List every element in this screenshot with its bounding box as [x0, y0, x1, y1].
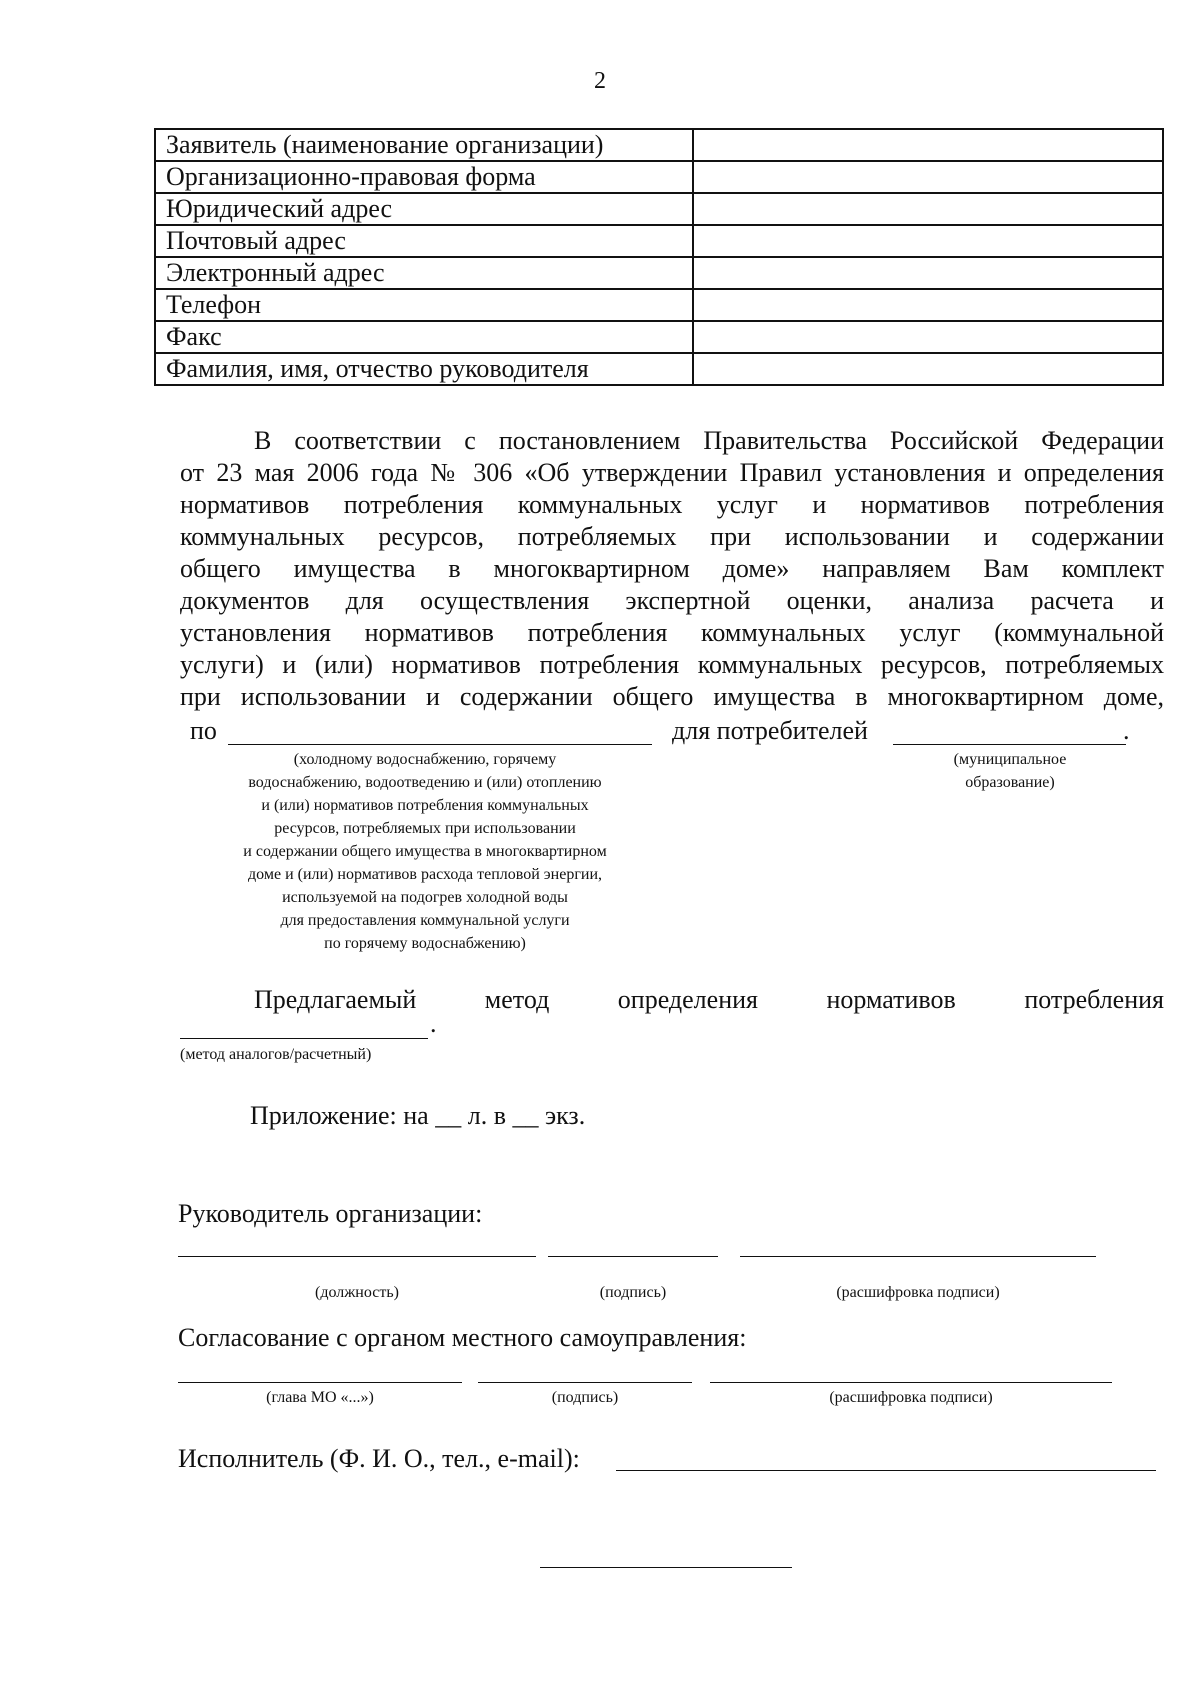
head-signature-title: Руководитель организации:	[178, 1199, 483, 1228]
position-caption: (должность)	[315, 1284, 399, 1301]
field-value	[693, 353, 1163, 385]
signature-decoding-caption: (расшифровка подписи)	[836, 1284, 1000, 1301]
field-value	[693, 321, 1163, 353]
field-label: Почтовый адрес	[155, 225, 693, 257]
executor-fill-line[interactable]	[616, 1442, 1156, 1471]
hint-line: водоснабжению, водоотведению и (или) отоплению	[248, 774, 602, 791]
page-number: 2	[594, 68, 606, 94]
hint-line: образование)	[965, 774, 1055, 791]
field-value	[693, 225, 1163, 257]
paragraph-line: нормативов потребления коммунальных услуг и нормативов потребления	[180, 490, 1164, 519]
field-label: Факс	[155, 321, 693, 353]
field-label: Фамилия, имя, отчество руководителя	[155, 353, 693, 385]
hint-line: по горячему водоснабжению)	[324, 935, 526, 952]
method-hint: (метод аналогов/расчетный)	[180, 1046, 372, 1063]
applicant-info-table	[154, 128, 1164, 386]
table-row	[155, 257, 1163, 289]
mo-head-line[interactable]	[178, 1381, 462, 1383]
table-row	[155, 225, 1163, 257]
field-value	[693, 129, 1163, 161]
approval-signature-line[interactable]	[478, 1381, 692, 1383]
municipality-hint	[900, 748, 1120, 794]
hint-line: ресурсов, потребляемых при использовании	[274, 820, 576, 837]
hint-line: для предоставления коммунальной услуги	[280, 912, 570, 929]
method-paragraph	[180, 984, 1164, 1016]
body-paragraph	[180, 425, 1164, 713]
approval-signature-title: Согласование с органом местного самоуправления:	[178, 1323, 747, 1352]
approval-decoding-line[interactable]	[710, 1381, 1112, 1383]
closing-divider	[540, 1567, 792, 1568]
paragraph-line: установления нормативов потребления коммунальных услуг (коммунальной	[180, 618, 1164, 647]
hint-line: (холодному водоснабжению, горячему	[293, 751, 557, 768]
signature-line[interactable]	[548, 1255, 718, 1257]
paragraph-line: документов для осуществления экспертной оценки, анализа расчета и	[180, 586, 1164, 615]
mo-head-caption: (глава МО «...»)	[266, 1389, 374, 1406]
approval-signature-caption: (подпись)	[551, 1389, 619, 1406]
attachment-line: Приложение: на __ л. в __ экз.	[250, 1101, 586, 1130]
paragraph-line: от 23 мая 2006 года № 306 «Об утверждении Правил установления и определения	[180, 458, 1164, 487]
table-row	[155, 353, 1163, 385]
method-text: Предлагаемый метод определения нормативов потребления	[254, 985, 1164, 1014]
table-row	[155, 289, 1163, 321]
position-line[interactable]	[178, 1255, 536, 1257]
table-row	[155, 193, 1163, 225]
table-row	[155, 129, 1163, 161]
field-value	[693, 161, 1163, 193]
method-end-mark: .	[430, 1009, 437, 1038]
consumers-label: для потребителей	[672, 716, 868, 745]
field-value	[693, 257, 1163, 289]
table-row	[155, 321, 1163, 353]
method-fill-line[interactable]	[180, 1016, 428, 1039]
field-label: Организационно-правовая форма	[155, 161, 693, 193]
signature-decoding-line[interactable]	[740, 1255, 1096, 1257]
field-label: Электронный адрес	[155, 257, 693, 289]
signature-caption: (подпись)	[599, 1284, 667, 1301]
hint-line: и содержании общего имущества в многоквартирном	[243, 843, 607, 860]
fill-end-mark: .	[1123, 716, 1130, 745]
paragraph-line: при использовании и содержании общего имущества в многоквартирном доме,	[180, 682, 1164, 711]
service-hint	[190, 748, 660, 955]
paragraph-line: услуги) и (или) нормативов потребления коммунальных ресурсов, потребляемых	[180, 650, 1164, 679]
field-label: Юридический адрес	[155, 193, 693, 225]
field-label: Телефон	[155, 289, 693, 321]
paragraph-line: В соответствии с постановлением Правительства Российской Федерации	[254, 426, 1164, 455]
field-label: Заявитель (наименование организации)	[155, 129, 693, 161]
executor-label: Исполнитель (Ф. И. О., тел., e-mail):	[178, 1444, 580, 1473]
hint-line: доме и (или) нормативов расхода тепловой энергии,	[248, 866, 602, 883]
municipality-fill-line[interactable]	[893, 716, 1126, 745]
field-value	[693, 289, 1163, 321]
approval-decoding-caption: (расшифровка подписи)	[829, 1389, 993, 1406]
service-fill-line[interactable]	[228, 716, 652, 745]
table-row	[155, 161, 1163, 193]
field-value	[693, 193, 1163, 225]
paragraph-line: общего имущества в многоквартирном доме» направляем Вам комплект	[180, 554, 1164, 583]
hint-line: (муниципальное	[953, 751, 1067, 768]
fill-prefix: по	[190, 716, 217, 745]
hint-line: и (или) нормативов потребления коммунальных	[261, 797, 589, 814]
paragraph-line: коммунальных ресурсов, потребляемых при использовании и содержании	[180, 522, 1164, 551]
hint-line: используемой на подогрев холодной воды	[282, 889, 568, 906]
